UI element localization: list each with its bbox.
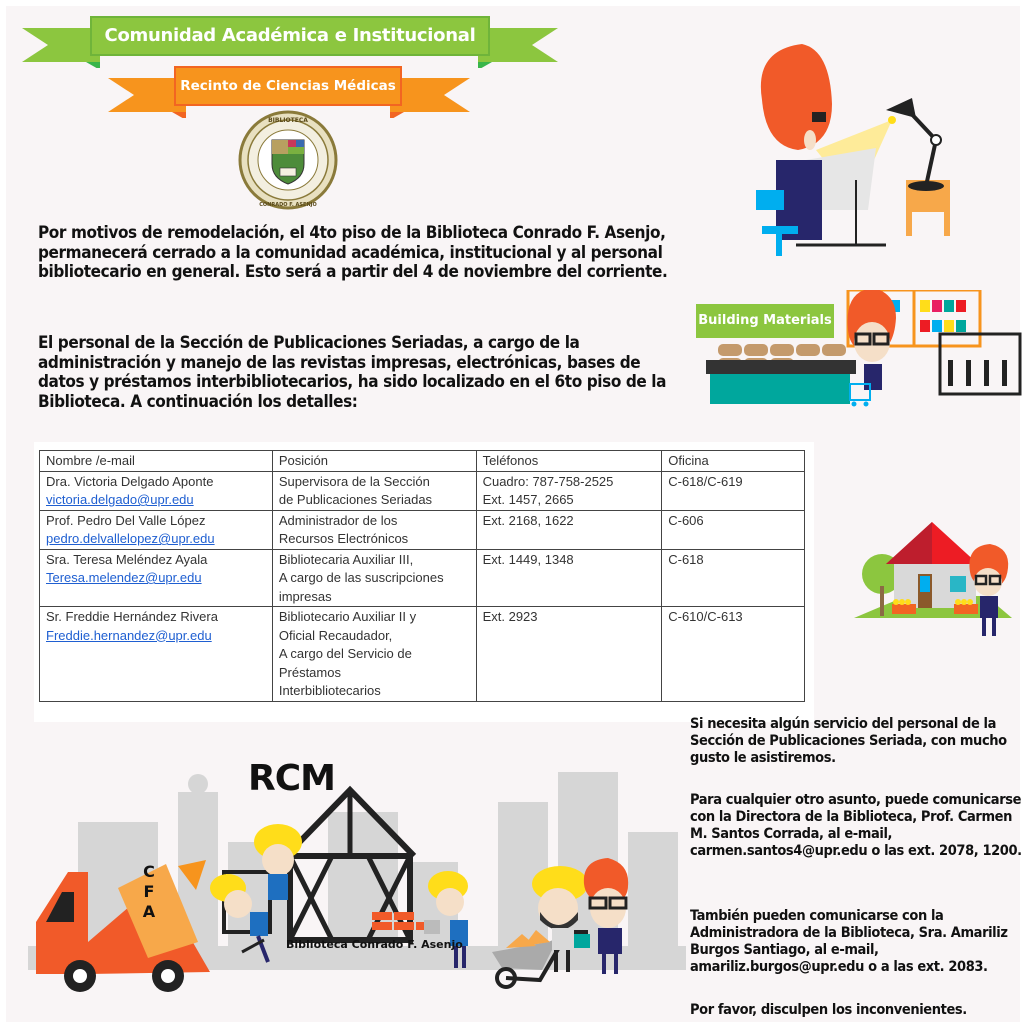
phone-line: Ext. 2168, 1622 <box>482 512 574 528</box>
position-line: Administrador de los <box>278 512 398 528</box>
construction-scene-illustration <box>28 762 686 1024</box>
intro-paragraph-relocation: El personal de la Sección de Publicaciones Seriadas, a cargo de la administración y manejo de las revistas impresas, electrónicas, bases de datos y préstamos interbibliotecarios, ha sido localizado en el 6to piso de la Biblioteca. A continuación los detalles: <box>38 333 667 412</box>
library-name-label: Biblioteca Conrado F. Asenjo <box>286 938 463 951</box>
administrator-contact-note: También pueden comunicarse con la Administradora de la Biblioteca, Sra. Amariliz Burgos Santiago, al e-mail, amariliz.burgos@upr.edu o a las ext. 2083. <box>690 908 1008 975</box>
director-contact-note: Para cualquier otro asunto, puede comunicarse con la Directora de la Biblioteca, Prof. Carmen M. Santos Corrada, al e-mail, carmen.santos4@upr.edu o las ext. 2078, 1200. <box>690 792 1022 859</box>
staff-email-link[interactable]: pedro.delvallelopez@upr.edu <box>46 531 215 546</box>
intro-paragraph-closure: Por motivos de remodelación, el 4to piso de la Biblioteca Conrado F. Asenjo, permanecerá cerrado a la comunidad académica, institucional y al personal bibliotecario en general. Esto será a partir del 4 de noviembre del corriente. <box>38 223 668 282</box>
position-line: de Publicaciones Seriadas <box>278 492 433 507</box>
position-cell <box>272 471 476 510</box>
staff-name: Sr. Freddie Hernández Rivera <box>46 609 218 624</box>
staff-contact-table <box>39 450 805 702</box>
staff-name: Prof. Pedro Del Valle López <box>46 512 206 528</box>
rcm-label: RCM <box>248 758 335 799</box>
office-cell: C-618/C-619 <box>662 471 805 510</box>
phones-cell <box>476 607 662 702</box>
phones-cell <box>476 549 662 607</box>
truck-letter: A <box>142 902 156 921</box>
position-line: A cargo del Servicio de <box>278 646 412 661</box>
truck-letter: C <box>143 862 155 881</box>
office-cell: C-610/C-613 <box>662 607 805 702</box>
position-line: Bibliotecario Auxiliar II y <box>278 609 417 624</box>
phones-cell <box>476 471 662 510</box>
building-materials-sign: Building Materials <box>696 304 834 338</box>
name-cell <box>40 510 273 549</box>
banner-subtitle: Recinto de Ciencias Médicas <box>174 66 402 106</box>
position-line: Recursos Electrónicos <box>278 531 409 546</box>
column-header-phones: Teléfonos <box>476 451 662 472</box>
staff-name: Dra. Victoria Delgado Aponte <box>46 473 214 489</box>
phone-line: Ext. 1449, 1348 <box>482 551 574 567</box>
table-row <box>40 510 805 549</box>
staff-email-link[interactable]: Freddie.hernandez@upr.edu <box>46 627 212 643</box>
name-cell <box>40 607 273 702</box>
position-line: Oficial Recaudador, <box>278 627 393 643</box>
position-cell <box>272 607 476 702</box>
phone-line: Cuadro: 787-758-2525 <box>482 473 614 489</box>
position-cell <box>272 549 476 607</box>
house-with-man-illustration <box>846 516 1022 640</box>
office-cell: C-606 <box>662 510 805 549</box>
truck-letters <box>139 862 159 922</box>
position-line: A cargo de las suscripciones <box>278 570 444 585</box>
name-cell <box>40 549 273 607</box>
column-header-name: Nombre /e-mail <box>40 451 273 472</box>
staff-name: Sra. Teresa Meléndez Ayala <box>46 551 208 567</box>
table-header-row <box>40 451 805 472</box>
library-seal-icon <box>232 110 344 210</box>
office-cell: C-618 <box>662 549 805 607</box>
table-row <box>40 549 805 607</box>
table-row <box>40 471 805 510</box>
architect-at-drafting-table-illustration <box>736 40 966 260</box>
svg-text:CONRADO F. ASENJO: CONRADO F. ASENJO <box>259 202 317 208</box>
ribbon-orange-right-tail-icon <box>390 72 472 118</box>
position-line: Supervisora de la Sección <box>278 473 430 489</box>
banner-title: Comunidad Académica e Institucional <box>90 16 490 56</box>
column-header-office: Oficina <box>662 451 805 472</box>
staff-email-link[interactable]: victoria.delgado@upr.edu <box>46 492 194 507</box>
column-header-position: Posición <box>272 451 476 472</box>
position-line: Préstamos <box>278 664 341 680</box>
service-note: Si necesita algún servicio del personal de la Sección de Publicaciones Seriada, con mucho gusto le asistiremos. <box>690 716 1007 766</box>
table-row <box>40 607 805 702</box>
phones-cell <box>476 510 662 549</box>
position-line: Bibliotecaria Auxiliar III, <box>278 551 414 567</box>
apology-note: Por favor, disculpen los inconvenientes. <box>690 1002 967 1018</box>
name-cell <box>40 471 273 510</box>
staff-email-link[interactable]: Teresa.melendez@upr.edu <box>46 570 202 585</box>
position-cell <box>272 510 476 549</box>
poster <box>6 6 1020 1022</box>
phone-line: Ext. 2923 <box>482 609 538 624</box>
svg-text:BIBLIOTECA: BIBLIOTECA <box>268 117 308 124</box>
position-line: Interbibliotecarios <box>278 683 381 698</box>
truck-letter: F <box>143 882 155 901</box>
position-line: impresas <box>278 588 332 604</box>
phone-line: Ext. 1457, 2665 <box>482 492 574 507</box>
ribbon-right-tail-icon <box>478 22 560 68</box>
